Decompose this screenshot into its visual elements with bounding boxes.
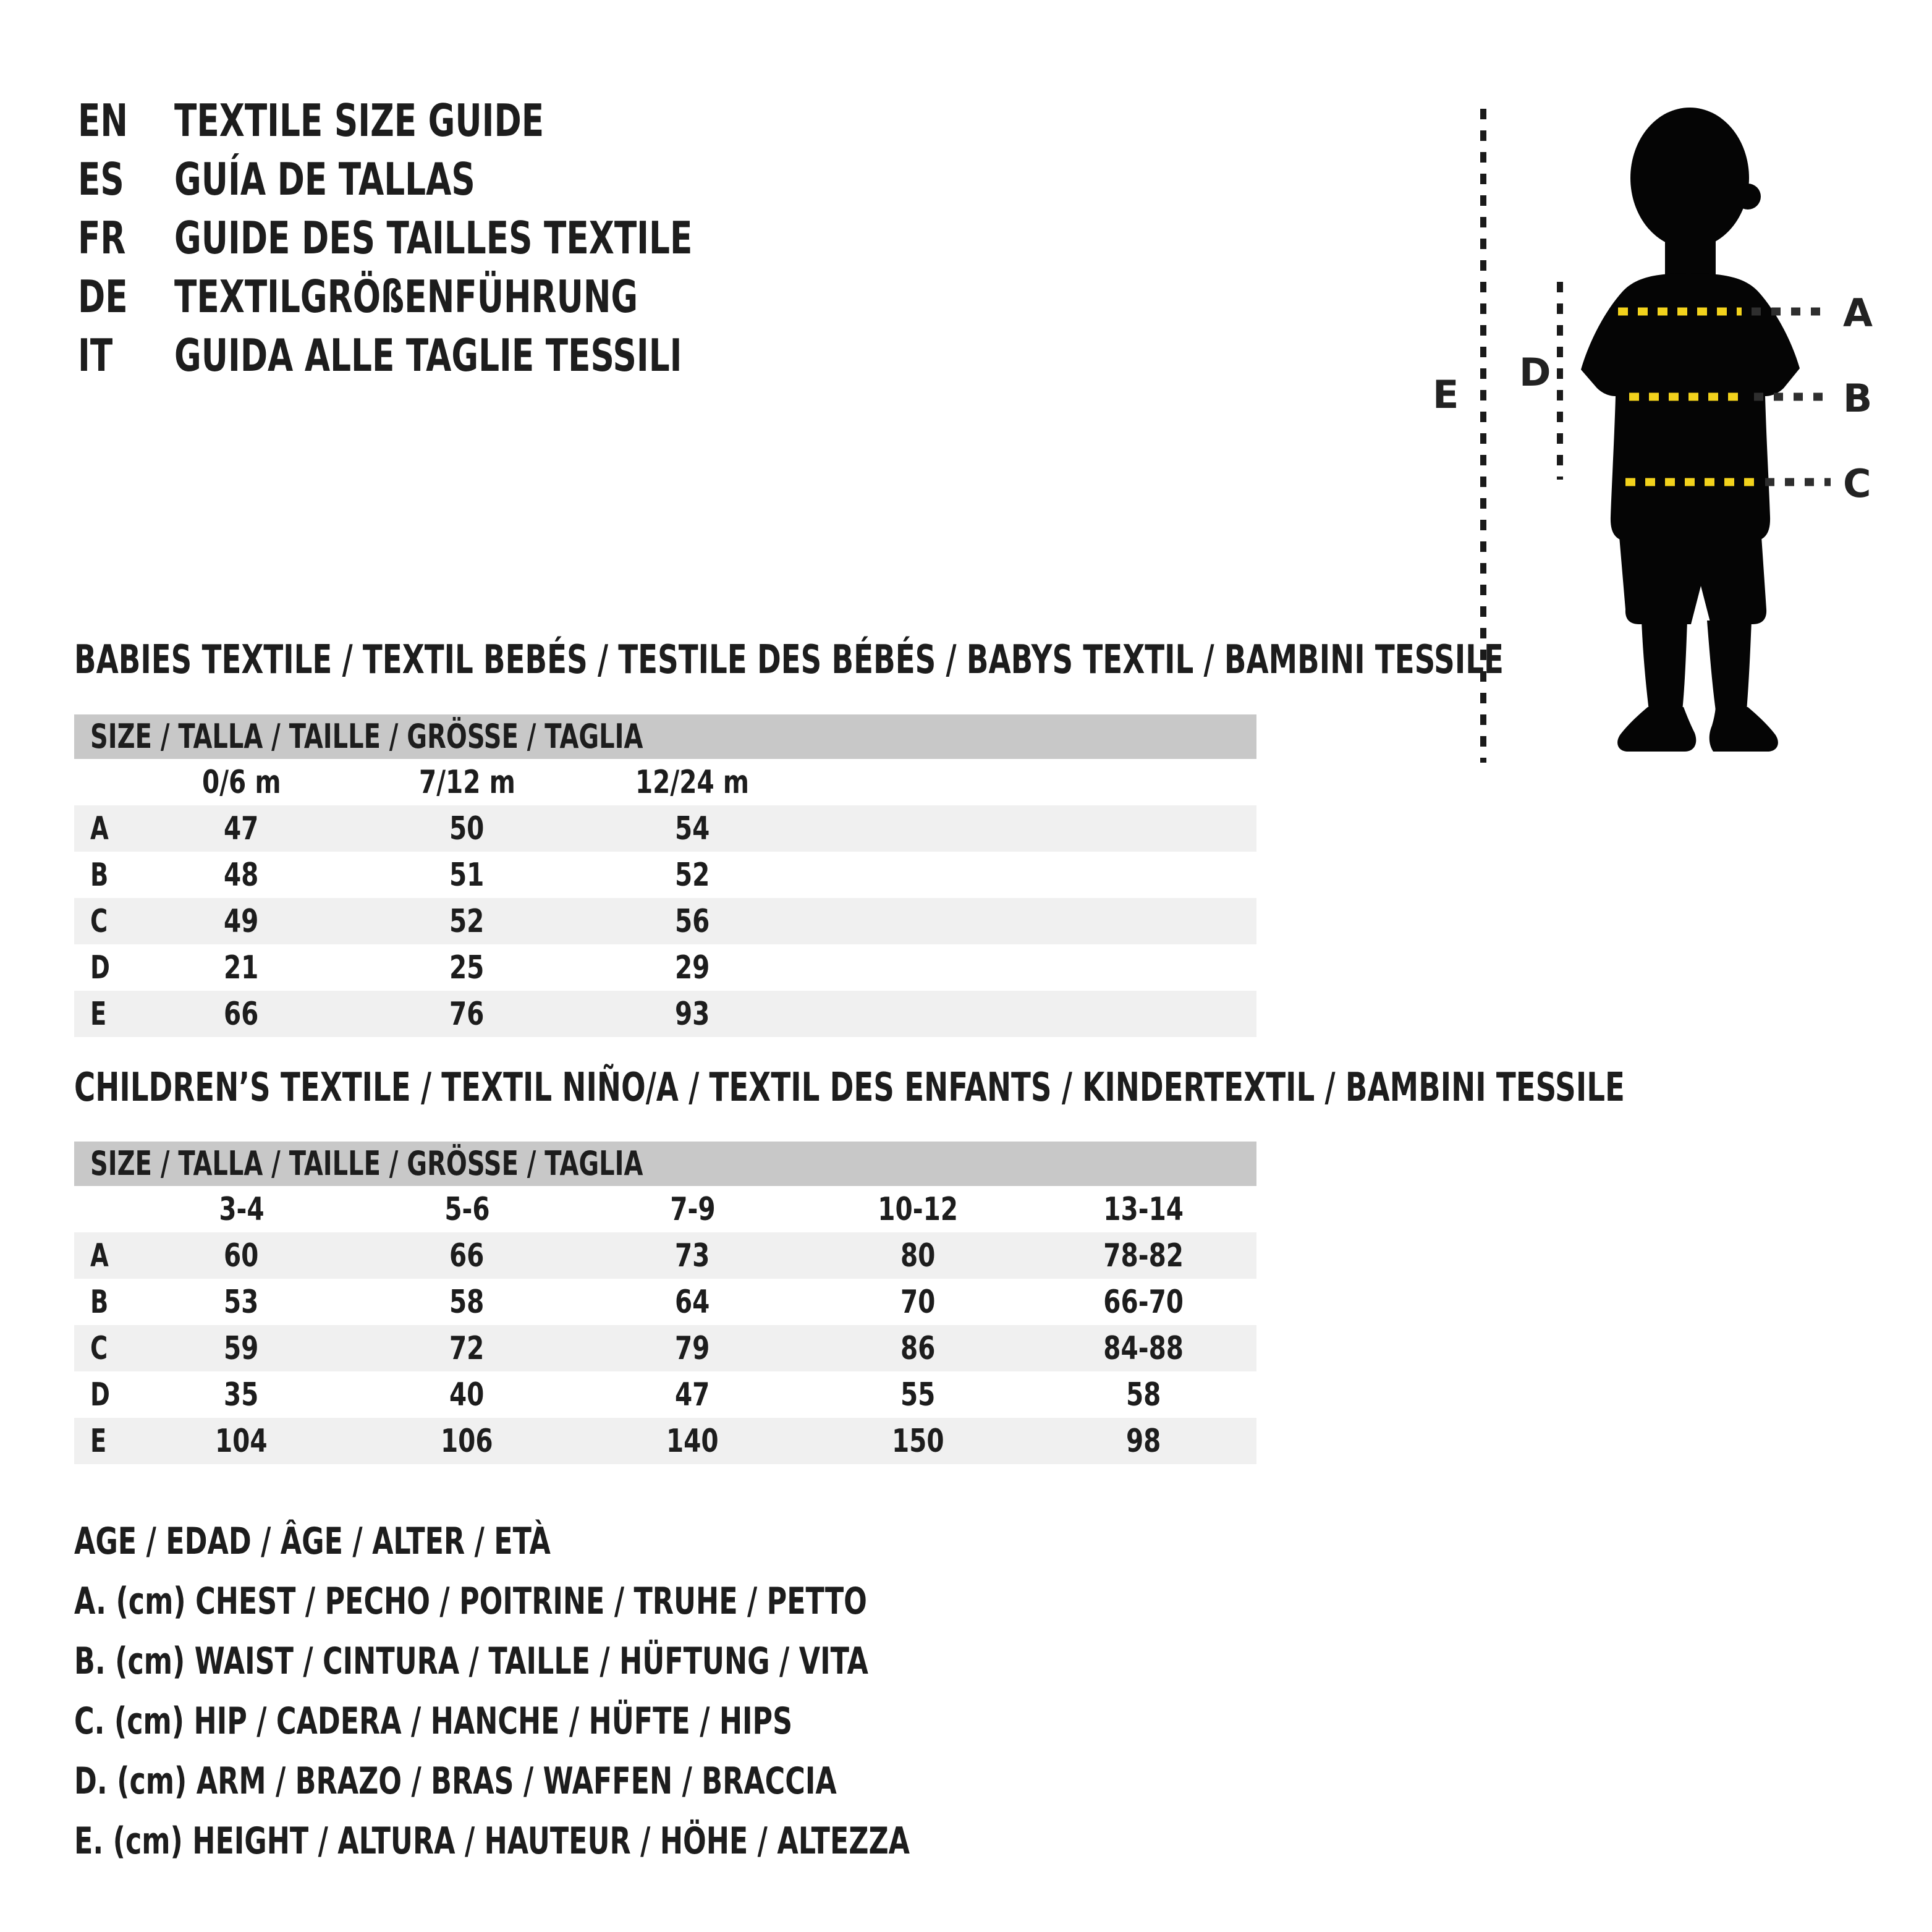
size-value: 53 bbox=[224, 1283, 259, 1321]
legend-item-height: E. (cm) HEIGHT / ALTURA / HAUTEUR / HÖHE / ALTEZZA bbox=[74, 1820, 910, 1863]
size-value: 51 bbox=[449, 856, 485, 894]
legend-item-chest: A. (cm) CHEST / PECHO / POITRINE / TRUHE / PETTO bbox=[74, 1580, 867, 1623]
size-value: 72 bbox=[449, 1329, 485, 1367]
size-value: 48 bbox=[224, 856, 259, 894]
language-title: TEXTILGRÖßENFÜHRUNG bbox=[174, 271, 638, 323]
size-header-text: SIZE / TALLA / TAILLE / GRÖSSE / TAGLIA bbox=[90, 717, 643, 756]
size-value: 140 bbox=[666, 1422, 719, 1460]
language-code: DE bbox=[78, 271, 128, 323]
language-row bbox=[78, 326, 875, 385]
legend-age-line: AGE / EDAD / ÂGE / ALTER / ETÀ bbox=[74, 1520, 551, 1563]
size-value: 25 bbox=[449, 949, 485, 986]
language-row bbox=[78, 91, 875, 150]
age-column-header: 5-6 bbox=[444, 1190, 490, 1228]
measurement-legend bbox=[74, 1512, 1203, 1871]
legend-item-arm: D. (cm) ARM / BRAZO / BRAS / WAFFEN / BRACCIA bbox=[74, 1760, 837, 1803]
table-row bbox=[74, 991, 1256, 1037]
language-code: ES bbox=[78, 153, 124, 205]
size-value: 150 bbox=[892, 1422, 944, 1460]
table-row bbox=[74, 898, 1256, 944]
language-title: GUIDE DES TAILLES TEXTILE bbox=[174, 212, 693, 264]
size-value: 93 bbox=[675, 995, 710, 1033]
size-value: 66 bbox=[224, 995, 259, 1033]
table-row bbox=[74, 1371, 1256, 1418]
size-value: 86 bbox=[900, 1329, 936, 1367]
legend-item-waist: B. (cm) WAIST / CINTURA / TAILLE / HÜFTUNG / VITA bbox=[74, 1640, 868, 1683]
measure-row-label: B bbox=[90, 856, 109, 894]
child-silhouette-figure bbox=[1421, 80, 1932, 803]
size-value: 60 bbox=[224, 1237, 259, 1274]
size-header-bar bbox=[74, 1142, 1256, 1186]
size-value: 98 bbox=[1126, 1422, 1161, 1460]
size-value: 104 bbox=[215, 1422, 268, 1460]
children-size-table bbox=[74, 1142, 1256, 1464]
size-value: 47 bbox=[224, 810, 259, 847]
measure-row-label: C bbox=[90, 902, 108, 940]
babies-section-title: BABIES TEXTILE / TEXTIL BEBÉS / TESTILE DES BÉBÉS / BABYS TEXTIL / BAMBINI TESSILE bbox=[74, 637, 1504, 683]
table-row bbox=[74, 944, 1256, 991]
size-value: 29 bbox=[675, 949, 710, 986]
size-value: 79 bbox=[675, 1329, 710, 1367]
table-row bbox=[74, 1325, 1256, 1371]
age-column-header: 0/6 m bbox=[201, 763, 281, 801]
language-code: IT bbox=[78, 329, 113, 381]
size-value: 35 bbox=[224, 1376, 259, 1413]
size-value: 106 bbox=[441, 1422, 493, 1460]
language-row bbox=[78, 209, 875, 268]
size-value: 56 bbox=[675, 902, 710, 940]
size-value: 52 bbox=[449, 902, 485, 940]
age-column-header: 7/12 m bbox=[418, 763, 515, 801]
size-value: 21 bbox=[224, 949, 259, 986]
measure-label-d: D bbox=[1519, 350, 1551, 395]
table-row bbox=[74, 1232, 1256, 1279]
measure-row-label: E bbox=[90, 995, 107, 1033]
age-column-header: 10-12 bbox=[878, 1190, 959, 1228]
language-title: TEXTILE SIZE GUIDE bbox=[174, 95, 544, 146]
measure-label-a: A bbox=[1843, 290, 1873, 336]
measure-row-label: A bbox=[90, 810, 109, 847]
table-row bbox=[74, 805, 1256, 852]
size-value: 66-70 bbox=[1103, 1283, 1184, 1321]
age-column-header: 13-14 bbox=[1103, 1190, 1184, 1228]
measure-row-label: B bbox=[90, 1283, 109, 1321]
age-columns-row bbox=[74, 1186, 1256, 1232]
language-title-list bbox=[78, 91, 875, 385]
size-value: 55 bbox=[900, 1376, 936, 1413]
size-value: 84-88 bbox=[1103, 1329, 1184, 1367]
size-value: 73 bbox=[675, 1237, 710, 1274]
size-header-text: SIZE / TALLA / TAILLE / GRÖSSE / TAGLIA bbox=[90, 1144, 643, 1183]
size-value: 40 bbox=[449, 1376, 485, 1413]
size-value: 80 bbox=[900, 1237, 936, 1274]
measure-label-b: B bbox=[1843, 376, 1873, 421]
table-row bbox=[74, 852, 1256, 898]
size-value: 54 bbox=[675, 810, 710, 847]
measurement-figure bbox=[1421, 80, 1932, 803]
age-columns-row bbox=[74, 759, 1256, 805]
language-code: EN bbox=[78, 95, 128, 146]
language-row bbox=[78, 150, 875, 209]
language-title: GUÍA DE TALLAS bbox=[174, 153, 475, 205]
size-value: 52 bbox=[675, 856, 710, 894]
size-value: 49 bbox=[224, 902, 259, 940]
table-row bbox=[74, 1279, 1256, 1325]
size-value: 59 bbox=[224, 1329, 259, 1367]
table-row bbox=[74, 1418, 1256, 1464]
age-column-header: 12/24 m bbox=[635, 763, 750, 801]
size-value: 50 bbox=[449, 810, 485, 847]
measure-row-label: D bbox=[90, 949, 110, 986]
size-value: 58 bbox=[449, 1283, 485, 1321]
children-section-title: CHILDREN’S TEXTILE / TEXTIL NIÑO/A / TEXTIL DES ENFANTS / KINDERTEXTIL / BAMBINI TESSILE bbox=[74, 1065, 1625, 1111]
size-value: 66 bbox=[449, 1237, 485, 1274]
measure-label-e: E bbox=[1433, 372, 1459, 417]
babies-size-table bbox=[74, 714, 1256, 1037]
measure-row-label: A bbox=[90, 1237, 109, 1274]
size-value: 58 bbox=[1126, 1376, 1161, 1413]
language-title: GUIDA ALLE TAGLIE TESSILI bbox=[174, 329, 682, 381]
size-value: 70 bbox=[900, 1283, 936, 1321]
size-value: 76 bbox=[449, 995, 485, 1033]
measure-row-label: E bbox=[90, 1422, 107, 1460]
size-value: 47 bbox=[675, 1376, 710, 1413]
measure-row-label: C bbox=[90, 1329, 108, 1367]
size-value: 64 bbox=[675, 1283, 710, 1321]
size-header-bar bbox=[74, 714, 1256, 759]
age-column-header: 3-4 bbox=[218, 1190, 265, 1228]
age-column-header: 7-9 bbox=[669, 1190, 716, 1228]
language-code: FR bbox=[78, 212, 126, 264]
language-row bbox=[78, 268, 875, 326]
size-value: 78-82 bbox=[1103, 1237, 1184, 1274]
measure-label-c: C bbox=[1843, 461, 1871, 506]
measure-row-label: D bbox=[90, 1376, 110, 1413]
legend-item-hip: C. (cm) HIP / CADERA / HANCHE / HÜFTE / HIPS bbox=[74, 1700, 793, 1743]
